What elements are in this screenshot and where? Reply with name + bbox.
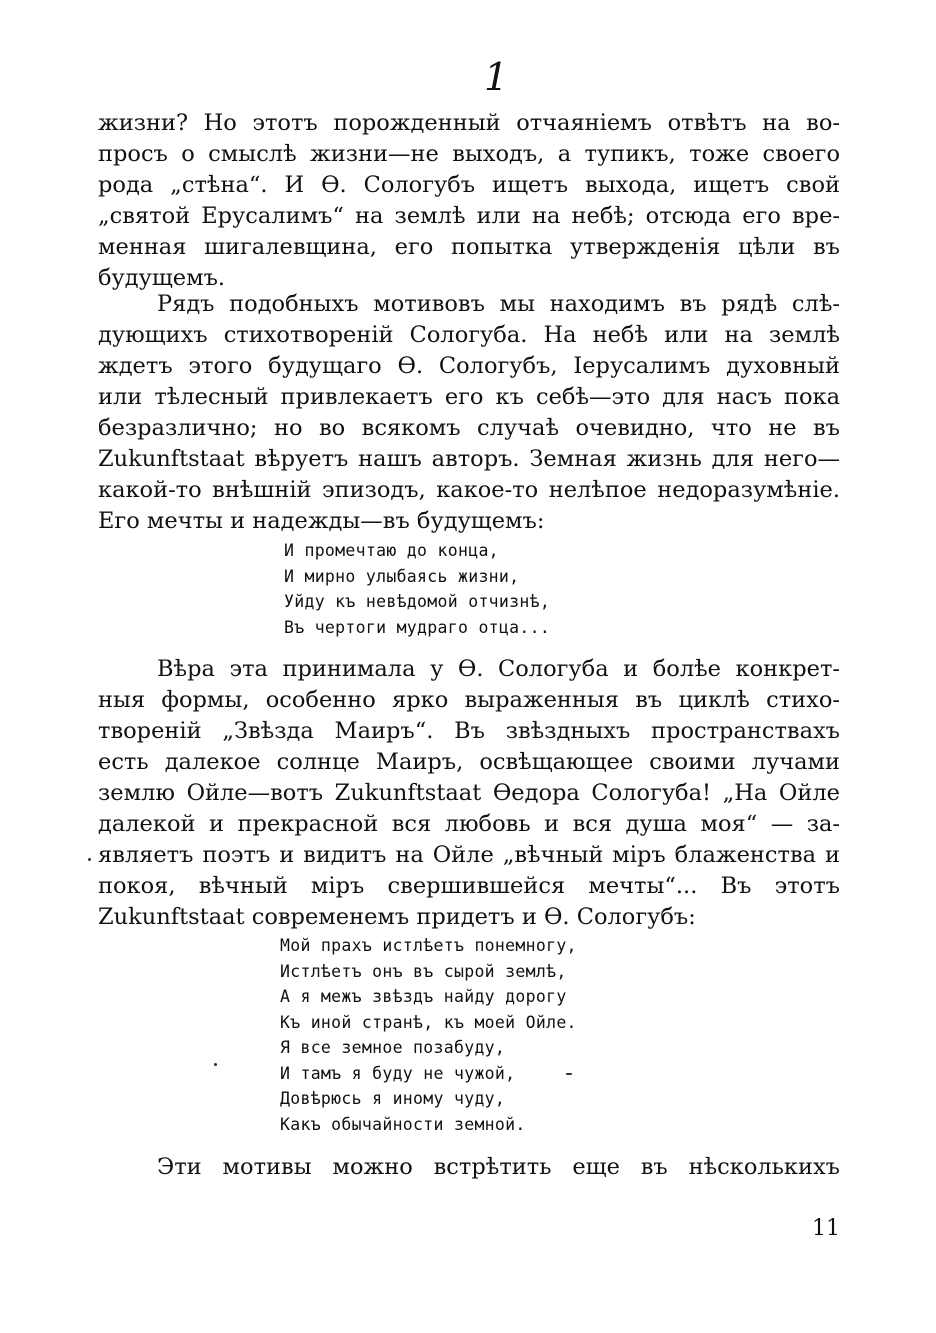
text-line: Рядъ подобныхъ мотивовъ мы находимъ въ рядѣ слѣ- xyxy=(157,291,840,317)
text-line: или тѣлесный привлекаетъ его къ себѣ—это для насъ пока xyxy=(98,384,840,410)
text-line: „святой Ерусалимъ“ на землѣ или на небѣ; отсюда его вре- xyxy=(98,203,840,229)
text-line: Zukunftstaat вѣруетъ нашъ авторъ. Земная жизнь для него— xyxy=(98,446,840,472)
poem-line: А я межъ звѣздъ найду дорогу xyxy=(280,987,567,1006)
text-line: дующихъ стихотвореній Сологуба. На небѣ или на землѣ xyxy=(98,322,840,348)
poem-line: Я все земное позабуду, xyxy=(280,1038,506,1057)
text-line: жизни? Но этотъ порожденный отчаяніемъ отвѣтъ на во- xyxy=(98,110,840,136)
page-number: 11 xyxy=(812,1216,840,1241)
poem-line: И тамъ я буду не чужой, xyxy=(280,1063,516,1083)
scan-speck xyxy=(566,1073,572,1075)
text-line: твореній „Звѣзда Маиръ“. Въ звѣздныхъ пространствахъ xyxy=(98,718,840,744)
scan-speck xyxy=(214,1063,217,1066)
text-line: какой-то внѣшній эпизодъ, какое-то нелѣпое недоразумѣніе. xyxy=(98,477,840,503)
scan-speck xyxy=(88,858,91,861)
poem-line: И мирно улыбаясь жизни, xyxy=(284,566,520,586)
text-line: покоя, вѣчный міръ свершившейся мечты“... Въ этотъ xyxy=(98,873,840,899)
paragraph-1 xyxy=(98,108,840,294)
text-line: просъ о смыслѣ жизни—не выходъ, а тупикъ, тоже своего xyxy=(98,141,840,167)
text-line: Zukunftstaat современемъ придетъ и Ѳ. Сологубъ: xyxy=(98,904,696,930)
poem-line: Въ чертоги мудраго отца... xyxy=(284,617,551,637)
text-line: ждетъ этого будущаго Ѳ. Сологубъ, Іерусалимъ духовный xyxy=(98,353,840,379)
poem-line: Уйду къ невѣдомой отчизнѣ, xyxy=(284,592,551,611)
text-line: являетъ поэтъ и видитъ на Ойле „вѣчный міръ блаженства и xyxy=(98,842,840,868)
text-line: далекой и прекрасной вся любовь и вся душа моя“ — за- xyxy=(98,811,840,837)
text-line: Вѣра эта принимала у Ѳ. Сологуба и болѣе конкрет- xyxy=(157,656,840,682)
text-line: будущемъ. xyxy=(98,265,226,291)
paragraph-3 xyxy=(98,654,840,933)
text-line: менная шигалевщина, его попытка утвержденія цѣли въ xyxy=(98,234,840,260)
poem-quote-2 xyxy=(280,933,577,1137)
text-line: землю Ойле—вотъ Zukunftstaat Ѳедора Сологуба! „На Ойле xyxy=(98,780,840,806)
poem-line: И промечтаю до конца, xyxy=(284,541,499,560)
text-line: Его мечты и надежды—въ будущемъ: xyxy=(98,508,545,534)
poem-line: Довѣрюсь я иному чуду, xyxy=(280,1089,506,1108)
poem-line: Какъ обычайности земной. xyxy=(280,1114,526,1134)
handwritten-page-mark: 1 xyxy=(484,55,509,99)
paragraph-4 xyxy=(98,1152,840,1183)
text-line: ныя формы, особенно ярко выраженныя въ циклѣ стихо- xyxy=(98,687,840,713)
text-line: рода „стѣна“. И Ѳ. Сологубъ ищетъ выхода, ищетъ свой xyxy=(98,172,840,198)
text-line: безразлично; но во всякомъ случаѣ очевидно, что не въ xyxy=(98,415,840,441)
text-line: есть далекое солнце Маиръ, освѣщающее своими лучами xyxy=(98,749,840,775)
text-line: Эти мотивы можно встрѣтить еще въ нѣсколькихъ xyxy=(157,1154,840,1180)
poem-quote-1 xyxy=(284,538,550,640)
poem-line: Къ иной странѣ, къ моей Ойле. xyxy=(280,1012,577,1032)
poem-line: Мой прахъ истлѣетъ понемногу, xyxy=(280,936,577,955)
poem-line: Истлѣетъ онъ въ сырой землѣ, xyxy=(280,961,567,981)
paragraph-2 xyxy=(98,289,840,537)
